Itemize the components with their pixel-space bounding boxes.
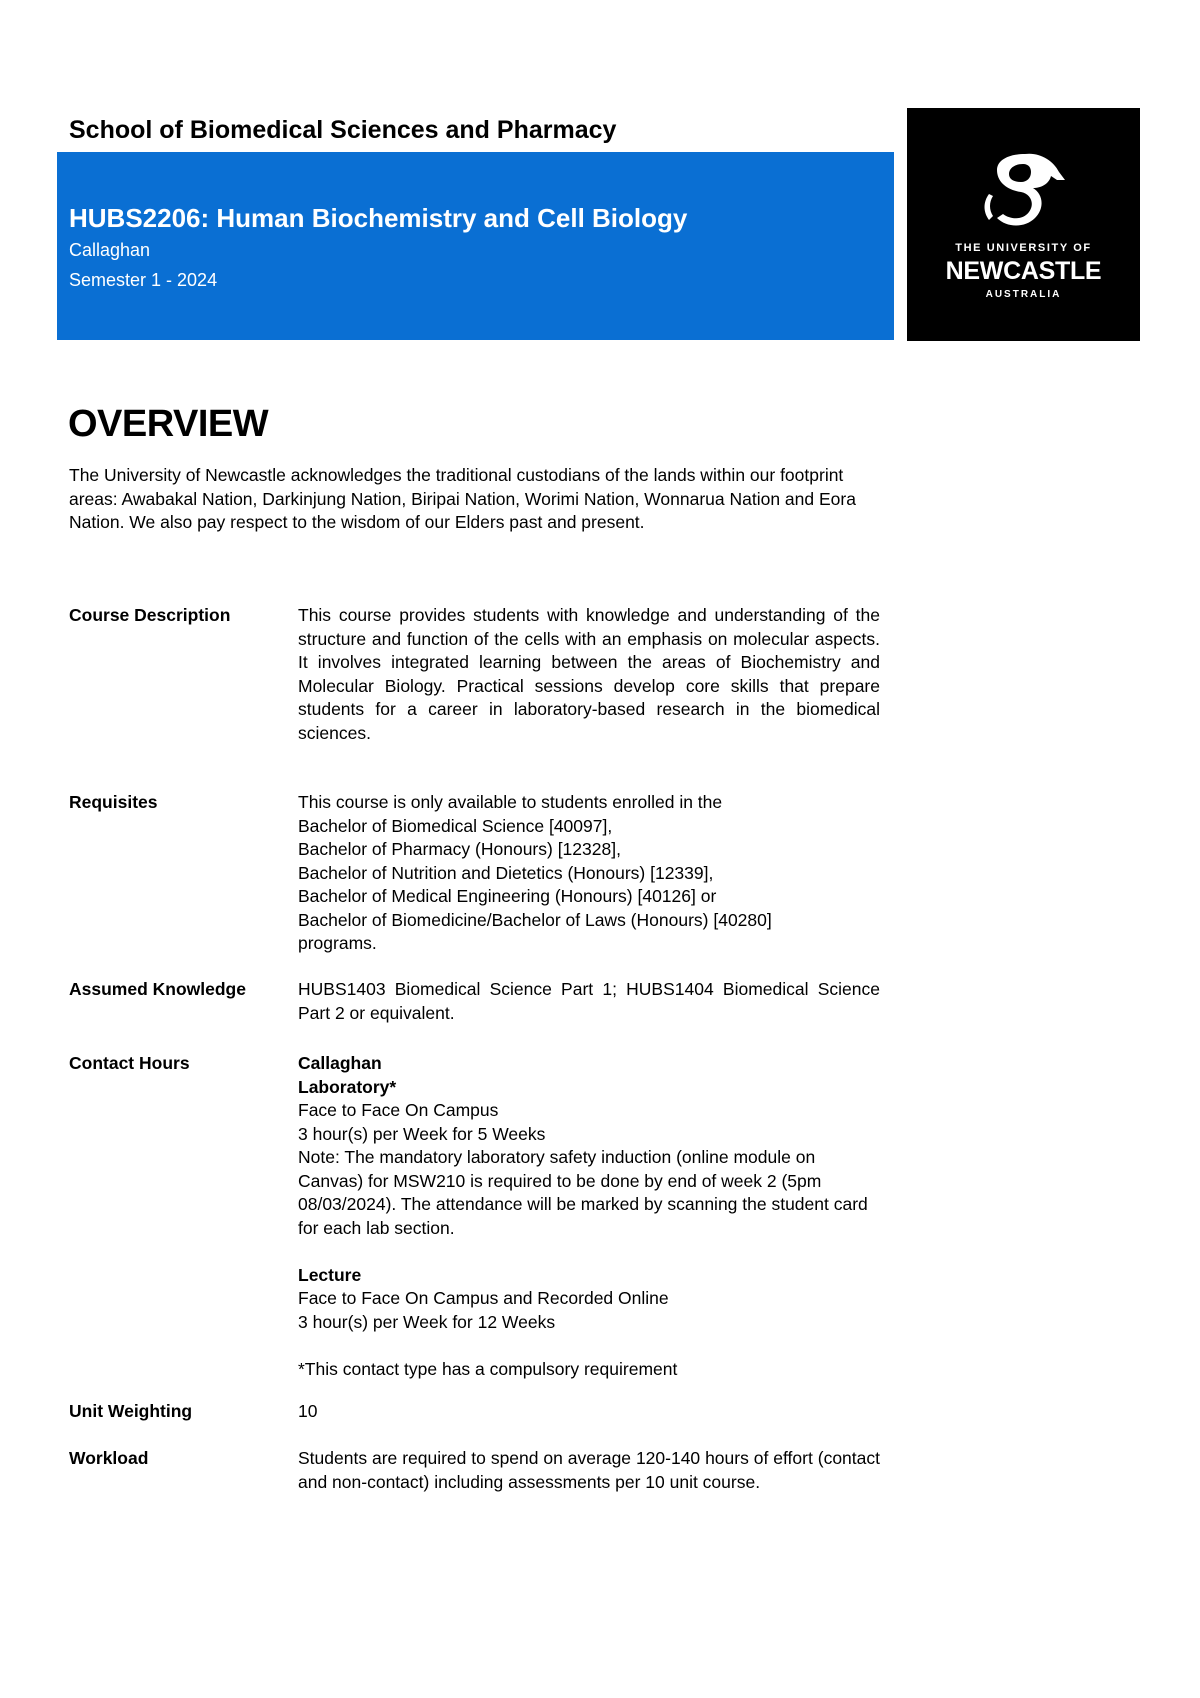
- requisites-line: Bachelor of Nutrition and Dietetics (Honours) [12339],: [298, 862, 714, 883]
- unit-weighting-label: Unit Weighting: [69, 1401, 193, 1421]
- university-logo: [907, 108, 1140, 341]
- laboratory-title: Laboratory*: [298, 1076, 397, 1097]
- logo-text-main: NEWCASTLE: [945, 257, 1102, 285]
- lecture-mode: Face to Face On Campus and Recorded Online: [298, 1288, 669, 1308]
- acknowledgement-text: The University of Newcastle acknowledges the traditional custodians of the lands within our footprint areas: Awabakal Nation, Darkinjung Nation, Biripai Nation, Worimi Nation, Wonnarua Nation and Eora Nation. We also pay respect to the wisdom of our Elders past and present.: [69, 465, 856, 532]
- workload-text: Students are required to spend on average 120-140 hours of effort (contact and non-contact) including assessments per 10 unit course.: [298, 1448, 880, 1492]
- contact-campus: Callaghan: [298, 1053, 382, 1073]
- lecture-hours: 3 hour(s) per Week for 12 Weeks: [298, 1311, 556, 1332]
- overview-heading: OVERVIEW: [68, 403, 269, 445]
- assumed-knowledge-label: Assumed Knowledge: [69, 979, 246, 999]
- semester-label: Semester 1 - 2024: [69, 270, 218, 290]
- laboratory-mode: Face to Face On Campus: [298, 1100, 499, 1120]
- requisites-line: programs.: [298, 933, 377, 953]
- laboratory-note: Note: The mandatory laboratory safety induction (online module on Canvas) for MSW210 is required to be done by end of week 2 (5pm 08/03/2024). The attendance will be marked by scanning the student card for each lab section.: [298, 1147, 868, 1238]
- lecture-title: Lecture: [298, 1264, 362, 1285]
- assumed-knowledge-text: HUBS1403 Biomedical Science Part 1; HUBS1404 Biomedical Science Part 2 or equivalent.: [298, 979, 880, 1023]
- campus-label: Callaghan: [69, 240, 151, 260]
- contact-hours-label: Contact Hours: [69, 1053, 190, 1073]
- requisites-line: Bachelor of Biomedical Science [40097],: [298, 815, 613, 836]
- logo-text-top: THE UNIVERSITY OF: [955, 242, 1092, 254]
- laboratory-hours: 3 hour(s) per Week for 5 Weeks: [298, 1123, 546, 1144]
- requisites-text: [298, 791, 880, 956]
- unit-weighting-value: 10: [298, 1401, 318, 1421]
- requisites-line: Bachelor of Biomedicine/Bachelor of Laws (Honours) [40280]: [298, 909, 772, 930]
- seahorse-crest-icon: [979, 150, 1069, 230]
- logo-text-bottom: AUSTRALIA: [985, 289, 1062, 300]
- course-banner: [57, 152, 894, 340]
- course-description-text: This course provides students with knowledge and understanding of the structure and function of the cells with an emphasis on molecular aspects. It involves integrated learning between the areas of Biochemistry and Molecular Biology. Practical sessions develop core skills that prepare students for a career in laboratory-based research in the biomedical sciences.: [298, 605, 880, 743]
- requisites-label: Requisites: [69, 792, 158, 812]
- contact-hours-text: [298, 1052, 880, 1381]
- compulsory-footnote: *This contact type has a compulsory requirement: [298, 1358, 678, 1379]
- requisites-line: Bachelor of Medical Engineering (Honours) [40126] or: [298, 886, 717, 906]
- school-name: School of Biomedical Sciences and Pharmacy: [69, 116, 617, 144]
- requisites-line: This course is only available to students enrolled in the: [298, 792, 723, 812]
- course-title: HUBS2206: Human Biochemistry and Cell Biology: [69, 203, 688, 233]
- course-description-label: Course Description: [69, 605, 231, 625]
- workload-label: Workload: [69, 1448, 149, 1468]
- requisites-line: Bachelor of Pharmacy (Honours) [12328],: [298, 839, 621, 859]
